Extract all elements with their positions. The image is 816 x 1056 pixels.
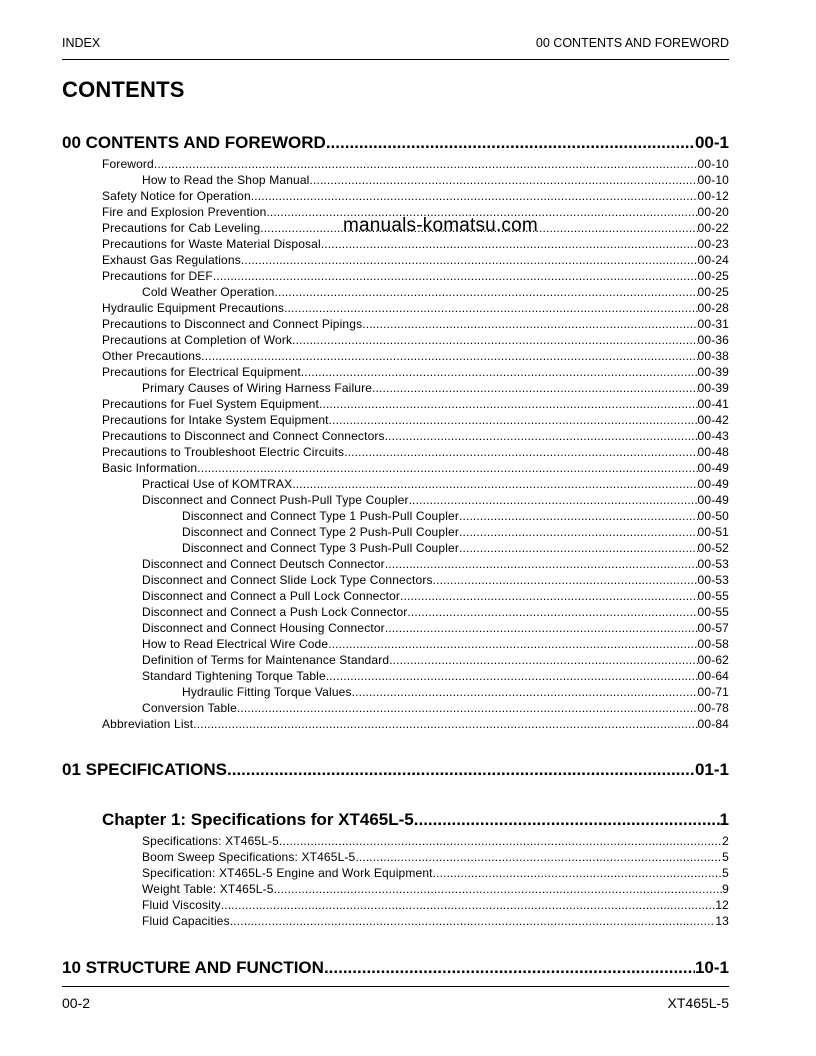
toc-entry-label: Precautions to Disconnect and Connect Pipings	[102, 317, 363, 331]
toc-entry-page: 00-12	[697, 189, 729, 203]
toc-entry[interactable]	[62, 508, 729, 524]
toc-entry-page: 00-38	[697, 349, 729, 363]
leader-dots	[362, 316, 697, 332]
toc-entry[interactable]	[62, 604, 729, 620]
toc-entry-page: 00-28	[697, 301, 729, 315]
leader-dots	[344, 444, 697, 460]
toc-entry-page: 00-23	[697, 237, 729, 251]
toc-entry-label: Weight Table: XT465L-5	[142, 882, 274, 896]
leader-dots	[326, 668, 698, 684]
toc-entry[interactable]	[62, 476, 729, 492]
leader-dots	[274, 284, 697, 300]
toc-entry-label: Disconnect and Connect Housing Connector	[142, 621, 385, 635]
toc-entry[interactable]	[62, 524, 729, 540]
toc-entry[interactable]	[62, 188, 729, 204]
toc-entry-page: 00-42	[697, 413, 729, 427]
toc-entry-page: 00-41	[697, 397, 729, 411]
toc-section-page: 00-1	[694, 133, 729, 152]
toc-chapter-page: 1	[719, 810, 729, 829]
toc-entry-label: Disconnect and Connect a Push Lock Connector	[142, 605, 408, 619]
toc-entry[interactable]	[62, 316, 729, 332]
page-title: CONTENTS	[62, 77, 185, 102]
toc-entry-page: 00-24	[697, 253, 729, 267]
toc-entry-label: Hydraulic Equipment Precautions	[102, 301, 285, 315]
leader-dots	[433, 572, 698, 588]
toc-section-label: 00 CONTENTS AND FOREWORD	[62, 133, 326, 152]
toc-entry[interactable]	[62, 380, 729, 396]
toc-entry-page: 00-57	[697, 621, 729, 635]
toc-chapter-label: Chapter 1: Specifications for XT465L-5	[102, 810, 414, 829]
leader-dots	[154, 156, 698, 172]
leader-dots	[326, 132, 695, 154]
toc-entry[interactable]	[62, 684, 729, 700]
toc-entry-label: Specifications: XT465L-5	[142, 834, 280, 848]
toc-entry-label: How to Read the Shop Manual	[142, 173, 310, 187]
leader-dots	[197, 460, 697, 476]
toc-entry[interactable]	[62, 252, 729, 268]
toc-entry-page: 00-50	[697, 509, 729, 523]
toc-entry[interactable]	[62, 364, 729, 380]
toc-entry-label: Primary Causes of Wiring Harness Failure	[142, 381, 373, 395]
leader-dots	[385, 556, 698, 572]
toc-section-00[interactable]	[62, 132, 729, 154]
leader-dots	[321, 236, 698, 252]
page-header	[62, 36, 729, 60]
leader-dots	[433, 865, 723, 881]
toc-entry[interactable]	[62, 492, 729, 508]
toc-entry[interactable]	[62, 572, 729, 588]
toc-entry[interactable]	[62, 700, 729, 716]
header-left: INDEX	[62, 36, 101, 50]
spacer	[62, 783, 729, 809]
toc-entry[interactable]	[62, 428, 729, 444]
leader-dots	[292, 476, 697, 492]
toc-entry-label: How to Read Electrical Wire Code	[142, 637, 329, 651]
leader-dots	[227, 759, 695, 781]
toc-entry-label: Precautions for DEF	[102, 269, 213, 283]
toc-entry-page: 9	[722, 882, 729, 896]
toc-entry[interactable]	[62, 396, 729, 412]
toc-entry-page: 00-36	[697, 333, 729, 347]
leader-dots	[329, 412, 698, 428]
toc-entry-page: 00-58	[697, 637, 729, 651]
leader-dots	[409, 492, 698, 508]
toc-entry-page: 12	[715, 898, 729, 912]
leader-dots	[230, 913, 716, 929]
toc-entry-label: Definition of Terms for Maintenance Standard	[142, 653, 390, 667]
leader-dots	[459, 508, 698, 524]
toc-entry-page: 00-53	[697, 557, 729, 571]
toc-entry-page: 00-51	[697, 525, 729, 539]
toc-entry-page: 00-49	[697, 461, 729, 475]
toc-entry[interactable]	[62, 897, 729, 913]
toc-entry-label: Practical Use of KOMTRAX	[142, 477, 293, 491]
toc-chapter-1[interactable]	[62, 809, 729, 831]
toc-entry-page: 00-49	[697, 477, 729, 491]
toc-section-page: 10-1	[694, 958, 729, 977]
leader-dots	[221, 897, 716, 913]
toc-entry-label: Disconnect and Connect Type 1 Push-Pull Coupler	[182, 509, 459, 523]
toc-entry-page: 00-49	[697, 493, 729, 507]
toc-entry-label: Abbreviation List	[102, 717, 194, 731]
toc-entry-page: 00-48	[697, 445, 729, 459]
toc-entry-label: Safety Notice for Operation	[102, 189, 251, 203]
toc-entry-label: Disconnect and Connect Deutsch Connector	[142, 557, 385, 571]
toc-section-page: 01-1	[694, 760, 729, 779]
toc-entry-label: Precautions for Waste Material Disposal	[102, 237, 321, 251]
toc-entry-label: Disconnect and Connect a Pull Lock Connector	[142, 589, 401, 603]
toc-entry-page: 5	[722, 866, 729, 880]
toc-entry-label: Precautions for Cab Leveling	[102, 221, 261, 235]
toc-entry[interactable]	[62, 540, 729, 556]
leader-dots	[355, 849, 722, 865]
leader-dots	[372, 380, 697, 396]
toc-entry-label: Exhaust Gas Regulations	[102, 253, 241, 267]
toc-entry-label: Precautions for Intake System Equipment	[102, 413, 329, 427]
toc-entry[interactable]	[62, 849, 729, 865]
watermark-text: manuals-komatsu.com	[343, 215, 538, 236]
toc-entry-label: Precautions to Disconnect and Connect Connectors	[102, 429, 385, 443]
toc-entry-label: Boom Sweep Specifications: XT465L-5	[142, 850, 356, 864]
toc-entry[interactable]	[62, 716, 729, 732]
toc-entry-page: 00-25	[697, 269, 729, 283]
spacer	[62, 732, 729, 759]
toc-entry[interactable]	[62, 556, 729, 572]
toc-entry-label: Precautions at Completion of Work	[102, 333, 293, 347]
table-of-contents	[62, 132, 729, 981]
toc-entry-label: Cold Weather Operation	[142, 285, 275, 299]
page-footer	[62, 986, 729, 1016]
toc-entry-page: 00-71	[697, 685, 729, 699]
toc-section-01[interactable]	[62, 759, 729, 781]
leader-dots	[407, 604, 697, 620]
toc-entry[interactable]	[62, 412, 729, 428]
toc-entry-page: 00-10	[697, 157, 729, 171]
header-right: 00 CONTENTS AND FOREWORD	[535, 36, 729, 50]
footer-page-number: 00-2	[62, 995, 91, 1011]
toc-entry[interactable]	[62, 268, 729, 284]
toc-entries-00	[62, 156, 729, 732]
toc-entry-page: 00-64	[697, 669, 729, 683]
leader-dots	[301, 364, 698, 380]
toc-entry[interactable]	[62, 668, 729, 684]
toc-entry-label: Disconnect and Connect Slide Lock Type Connectors	[142, 573, 433, 587]
toc-entry-page: 00-53	[697, 573, 729, 587]
leader-dots	[310, 172, 698, 188]
toc-entry[interactable]	[62, 444, 729, 460]
toc-entry-page: 00-39	[697, 365, 729, 379]
leader-dots	[400, 588, 697, 604]
toc-entry-page: 00-43	[697, 429, 729, 443]
toc-entry-label: Other Precautions	[102, 349, 202, 363]
toc-entry[interactable]	[62, 913, 729, 929]
leader-dots	[324, 957, 695, 979]
toc-section-label: 10 STRUCTURE AND FUNCTION	[62, 958, 324, 977]
toc-entry[interactable]	[62, 620, 729, 636]
toc-entry-label: Hydraulic Fitting Torque Values	[182, 685, 352, 699]
leader-dots	[241, 252, 698, 268]
toc-entry-page: 00-22	[697, 221, 729, 235]
toc-entry-label: Precautions to Troubleshoot Electric Circuits	[102, 445, 345, 459]
toc-entry[interactable]	[62, 300, 729, 316]
toc-entry[interactable]	[62, 332, 729, 348]
toc-entry-page: 00-25	[697, 285, 729, 299]
toc-entry-label: Conversion Table	[142, 701, 237, 715]
toc-entry-page: 00-31	[697, 317, 729, 331]
toc-entry[interactable]	[62, 284, 729, 300]
leader-dots	[459, 524, 698, 540]
leader-dots	[328, 636, 697, 652]
toc-entry[interactable]	[62, 348, 729, 364]
leader-dots	[193, 716, 697, 732]
leader-dots	[237, 700, 698, 716]
toc-entry-label: Fire and Explosion Prevention	[102, 205, 267, 219]
toc-entry-page: 13	[715, 914, 729, 928]
toc-entry-page: 5	[722, 850, 729, 864]
toc-entry-page: 00-20	[697, 205, 729, 219]
leader-dots	[319, 396, 698, 412]
toc-entry-label: Disconnect and Connect Type 2 Push-Pull Coupler	[182, 525, 459, 539]
leader-dots	[284, 300, 697, 316]
toc-entry-label: Specification: XT465L-5 Engine and Work Equipment	[142, 866, 433, 880]
toc-entry-label: Fluid Viscosity	[142, 898, 221, 912]
toc-entry-label: Precautions for Fuel System Equipment	[102, 397, 319, 411]
toc-entry-label: Basic Information	[102, 461, 198, 475]
toc-entry-page: 00-52	[697, 541, 729, 555]
toc-entry-page: 00-78	[697, 701, 729, 715]
toc-entry-page: 00-39	[697, 381, 729, 395]
toc-entry[interactable]	[62, 588, 729, 604]
toc-entry-page: 00-55	[697, 605, 729, 619]
toc-entry[interactable]	[62, 652, 729, 668]
toc-entry[interactable]	[62, 833, 729, 849]
toc-entry-label: Disconnect and Connect Type 3 Push-Pull Coupler	[182, 541, 459, 555]
toc-entry-label: Disconnect and Connect Push-Pull Type Coupler	[142, 493, 409, 507]
toc-entry[interactable]	[62, 236, 729, 252]
toc-entry-page: 00-55	[697, 589, 729, 603]
toc-entry-page: 00-10	[697, 173, 729, 187]
toc-entries-chapter-1	[62, 833, 729, 929]
leader-dots	[385, 620, 698, 636]
toc-entry-page: 2	[722, 834, 729, 848]
toc-entry[interactable]	[62, 865, 729, 881]
leader-dots	[414, 809, 720, 831]
toc-entry-page: 00-62	[697, 653, 729, 667]
leader-dots	[213, 268, 698, 284]
toc-section-label: 01 SPECIFICATIONS	[62, 760, 227, 779]
leader-dots	[292, 332, 697, 348]
leader-dots	[389, 652, 697, 668]
toc-entry[interactable]	[62, 460, 729, 476]
leader-dots	[201, 348, 697, 364]
footer-model: XT465L-5	[667, 995, 729, 1011]
leader-dots	[279, 833, 722, 849]
leader-dots	[274, 881, 723, 897]
leader-dots	[251, 188, 698, 204]
toc-entry-label: Standard Tightening Torque Table	[142, 669, 326, 683]
toc-entry[interactable]	[62, 636, 729, 652]
toc-entry-label: Precautions for Electrical Equipment	[102, 365, 301, 379]
leader-dots	[385, 428, 698, 444]
toc-entry[interactable]	[62, 156, 729, 172]
toc-section-10[interactable]	[62, 957, 729, 979]
leader-dots	[352, 684, 698, 700]
spacer	[62, 929, 729, 957]
toc-entry[interactable]	[62, 881, 729, 897]
leader-dots	[459, 540, 698, 556]
toc-entry-label: Foreword	[102, 157, 154, 171]
toc-entry-label: Fluid Capacities	[142, 914, 230, 928]
toc-entry-page: 00-84	[697, 717, 729, 731]
toc-entry[interactable]	[62, 172, 729, 188]
